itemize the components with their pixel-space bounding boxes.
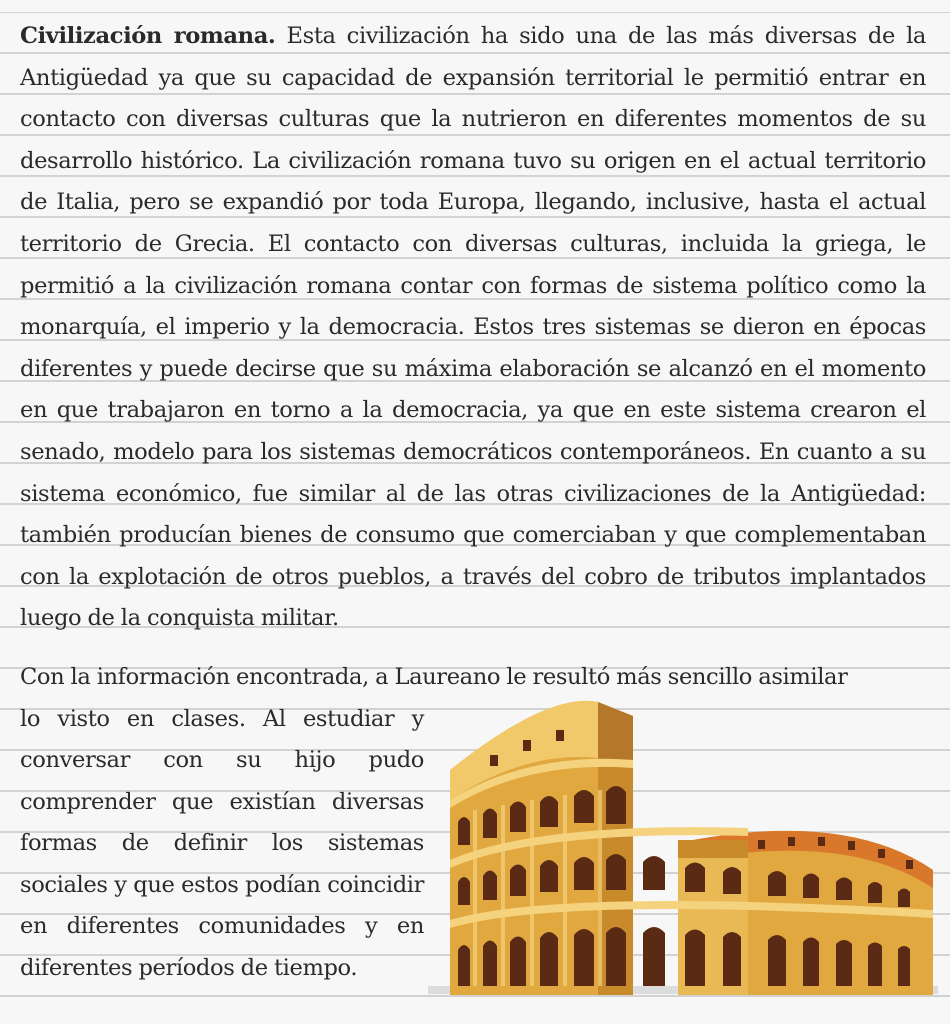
paragraph-roman-civilization: [20, 16, 926, 640]
closing-paragraph: lo visto en clases. Al estudiar y conversar con su hijo pudo comprender que existían diversas formas de definir los sistemas sociales y que estos podían coincidir en diferentes comunidades y en diferentes períodos de tiempo.: [20, 705, 424, 982]
section-heading: Civilización romana.: [20, 23, 276, 49]
colosseum-illustration: [428, 700, 938, 1005]
closing-first-line: Con la información encontrada, a Laureano le resultó más sencillo asimilar: [20, 663, 848, 690]
section-body: Esta civilización ha sido una de las más diversas de la Antigüedad ya que su capacidad de expansión territorial le permitió entrar en contacto con diversas culturas que la nutrieron en diferentes momentos de su desarrollo histórico. La civilización romana tuvo su origen en el actual territorio de Italia, pero se expandió por toda Europa, llegando, inclusive, hasta el actual territorio de Grecia. El contacto con diversas culturas, incluida la griega, le permitió a la civilización romana contar con formas de sistema político como la monarquía, el imperio y la democracia. Estos tres sistemas se dieron en épocas diferentes y puede decirse que su máxima elaboración se alcanzó en el momento en que trabajaron en torno a la democracia, ya que en este sistema crearon el senado, modelo para los sistemas democráticos contemporáneos. En cuanto a su sistema económico, fue similar al de las otras civilizaciones de la Antigüedad: también producían bienes de consumo que comerciaban y que complementaban con la explotación de otros pueblos, a través del cobro de tributos implantados luego de la conquista militar.: [20, 23, 926, 632]
